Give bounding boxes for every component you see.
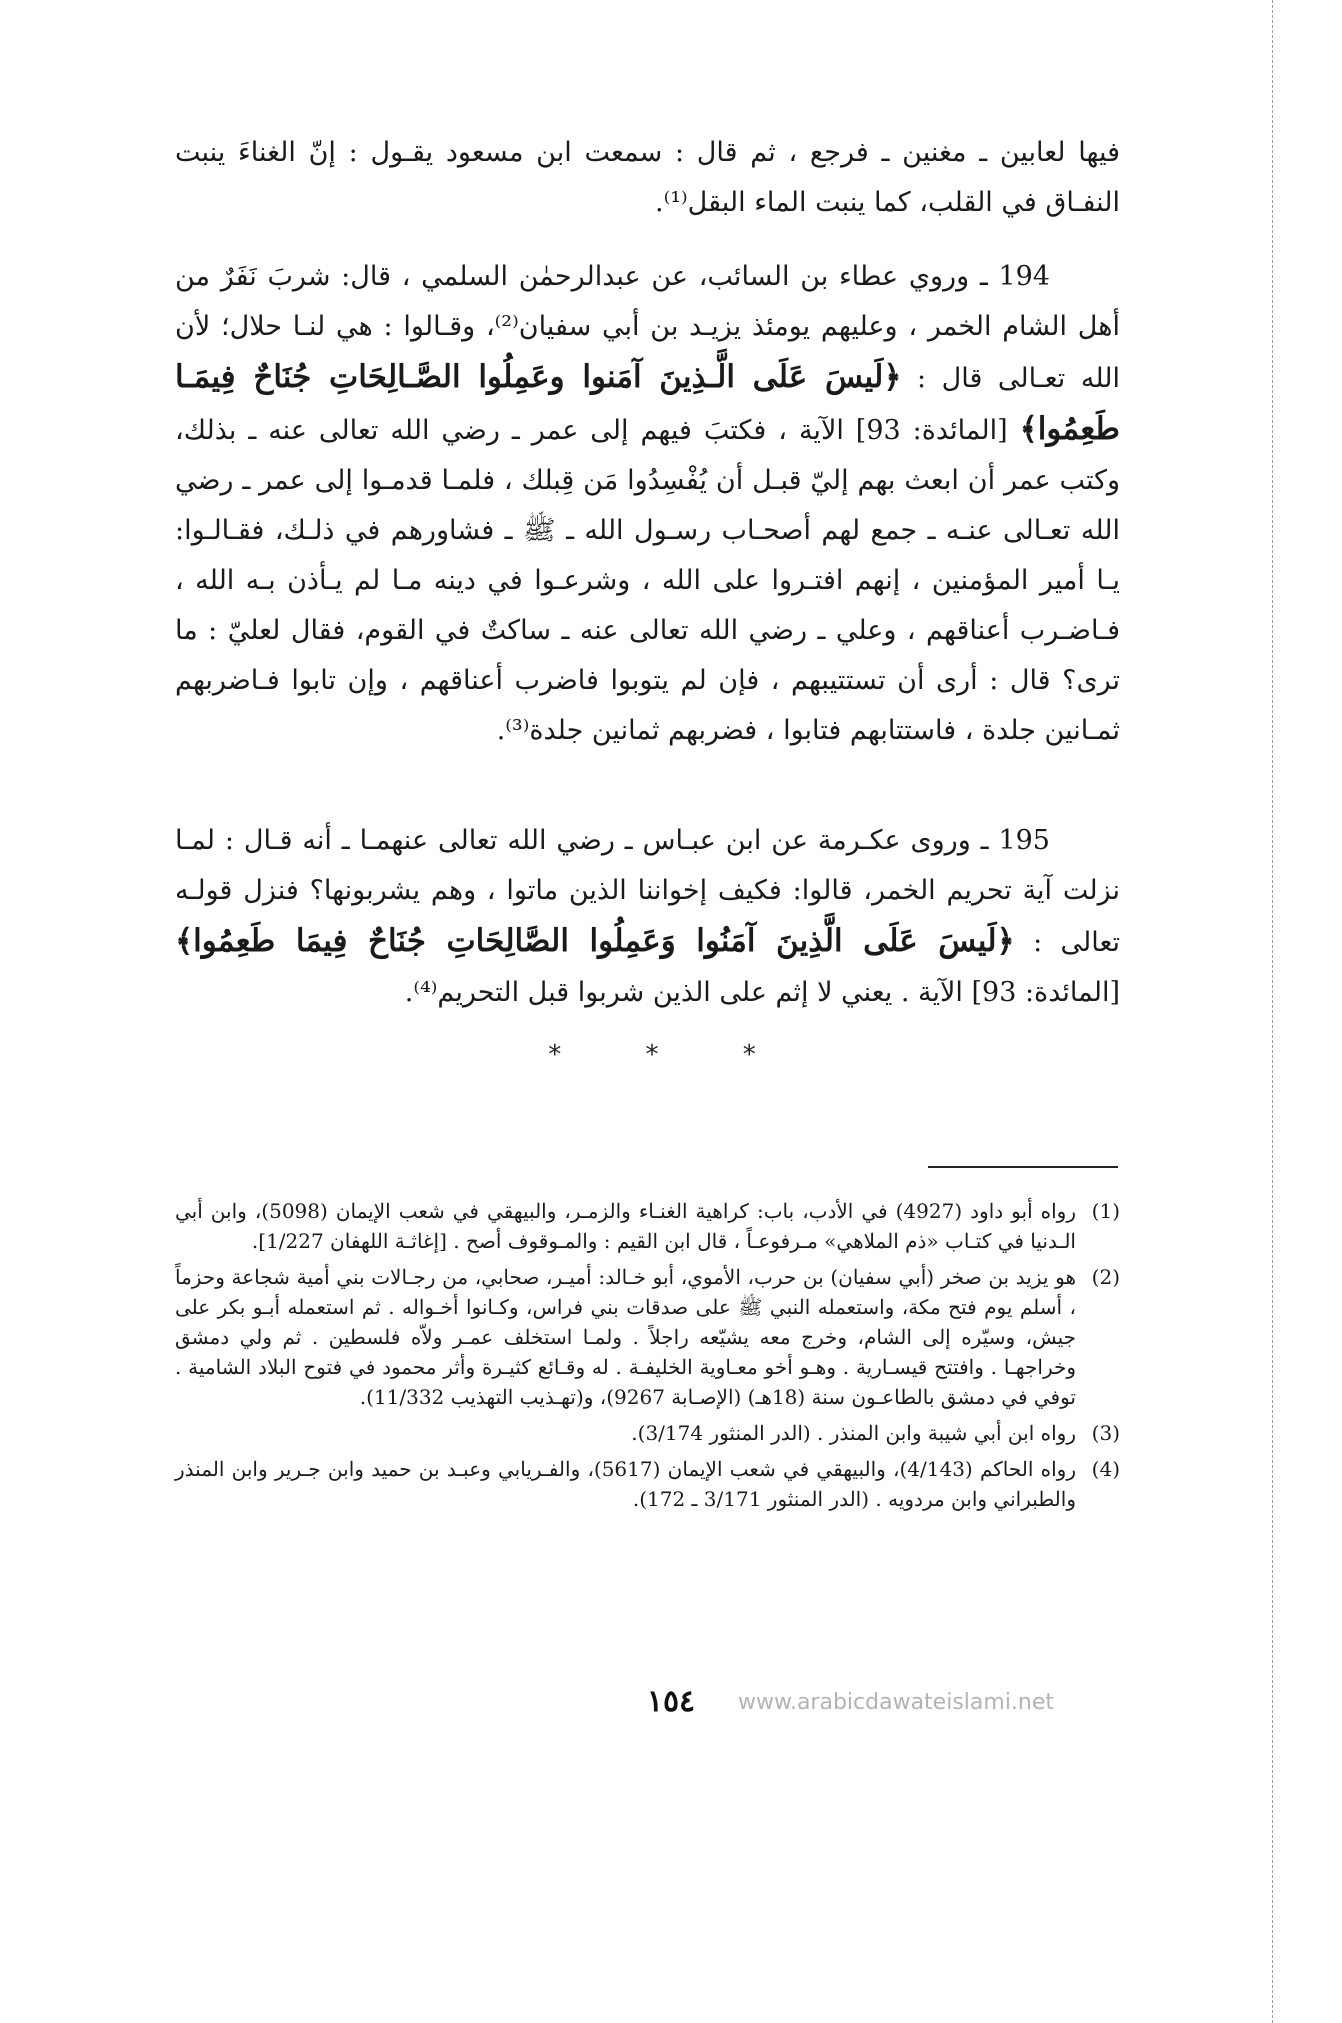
paragraph-text: فيها لعابين ـ مغنين ـ فرجع ، ثم قال : سمعت ابن مسعود يقـول : إنّ الغناءَ ينبت النفـاق في القلب، كما ينبت الماء البقل⁽¹⁾.: [175, 137, 1120, 218]
section-separator: * * *: [548, 1040, 794, 1070]
footnote-divider: [928, 1166, 1118, 1168]
paragraph-intro: 195 ـ وروى عكـرمة عن ابن عبـاس ـ رضي الله تعالى عنهمـا ـ أنه قـال : لمـا نزلت آية تحريم الخمر، قالوا: فكيف إخواننا الذين ماتوا ، وهم يشربونها؟ فنزل قولـه تعالى :: [175, 825, 1120, 958]
paragraph-intro: 194 ـ وروي عطاء بن السائب، عن عبدالرحمٰن السلمي ، قال: شربَ نَفَرٌ من أهل الشام الخمر ، وعليهم يومئذ يزيـد بن أبي سفيان⁽²⁾، وقـالوا : هي لنـا حلال؛ لأن الله تعـالى قال :: [175, 261, 1120, 394]
watermark-url: www.arabicdawateislami.net: [738, 1690, 1055, 1715]
paragraph-rest: [المائدة: 93] الآية ، فكتبَ فيهم إلى عمر ـ رضي الله تعالى عنه ـ بذلك، وكتب عمر أن ابعث بهم إليّ قبـل أن يُفْسِدُوا مَن قِبلك ، فلمـا قدمـوا إلى عمر ـ رضي الله تعـالى عنـه ـ جمع لهم أصحـاب رسـول الله ـ ﷺ ـ فشاورهم في ذلـك، فقـالـوا: يـا أمير المؤمنين ، إنهم افتـروا على الله ، وشرعـوا في دينه مـا لم يـأذن بـه الله ، فـاضـرب أعناقهم ، وعلي ـ رضي الله تعالى عنه ـ ساكتٌ في القوم، فقال لعليّ : ما ترى؟ قال : أرى أن تستتيبهم ، فإن لم يتوبوا فاضرب أعناقهم ، وإن تابوا فـاضربهم ثمـانين جلدة ، فاستتابهم فتابوا ، فضربهم ثمانين جلدة⁽³⁾.: [175, 415, 1120, 746]
footnote-item: [175, 1454, 1120, 1514]
paragraph-195: [175, 816, 1120, 1018]
footnote-number: (1): [1091, 1199, 1120, 1223]
paragraph-body: [175, 816, 1120, 1018]
quran-verse: ﴿لَيسَ عَلَى الَّـذِينَ آمَنوا وعَمِلُوا الصَّـالِحَاتِ جُنَاحٌ فِيمَـا طَعِمُوا﴾: [175, 359, 1120, 447]
footnote-item: [175, 1418, 1120, 1448]
footnote-text: رواه ابن أبي شيبة وابن المنذر . (الدر المنثور 3/174).: [631, 1421, 1076, 1445]
paragraph-194: [175, 252, 1120, 756]
footnotes-section: [175, 1196, 1120, 1520]
paragraph-body: [175, 252, 1120, 756]
footnote-text: رواه الحاكم (4/143)، والبيهقي في شعب الإيمان (5617)، والفـريابي وعبـد بن حميد وابن جـرير وابن المنذر والطبراني وابن مردويه . (الدر المنثور 3/171 ـ 172).: [175, 1457, 1076, 1511]
paragraph-rest: [المائدة: 93] الآية . يعني لا إثم على الذين شربوا قبل التحريم⁽⁴⁾.: [404, 977, 1120, 1008]
footnote-number: (4): [1091, 1457, 1120, 1481]
footnote-number: (2): [1091, 1265, 1120, 1289]
page-number: ١٥٤: [646, 1684, 696, 1719]
footnote-text: هو يزيد بن صخر (أبي سفيان) بن حرب، الأموي، أبو خـالد: أميـر، صحابي، من رجـالات بني أمية شجاعة وحزماً ، أسلم يوم فتح مكة، واستعمله النبي ﷺ على صدقات بني فراس، وكـانوا أخـواله . ثم استعمله أبـو بكر على جيش، وسيّره إلى الشام، وخرج معه يشيّعه راجلاً . ولمـا استخلف عمـر ولاّه فلسطين . ثم ولي دمشق وخراجهـا . وافتتح قيسـارية . وهـو أخو معـاوية الخليفـة . له وقـائع كثيـرة وأثر محمود في فتوح البلاد الشامية . توفي في دمشق بالطاعـون سنة (18هـ) (الإصـابة 9267)، و(تهـذيب التهذيب 11/332).: [175, 1265, 1076, 1409]
quran-verse: ﴿لَيسَ عَلَى الَّذِينَ آمَنُوا وَعَمِلُوا الصَّالِحَاتِ جُنَاحٌ فِيمَا طَعِمُوا﴾: [175, 923, 1015, 959]
footnote-item: [175, 1262, 1120, 1412]
scan-edge-line: [1272, 0, 1273, 2023]
paragraph-continuation: [175, 128, 1120, 228]
footnote-item: [175, 1196, 1120, 1256]
footnote-text: رواه أبو داود (4927) في الأدب، باب: كراهية الغنـاء والزمـر، والبيهقي في شعب الإيمان (5098)، وابن أبي الـدنيا في كتـاب «ذم الملاهي» مـرفوعـاً ، قال ابن القيم : والمـوقوف أصح . [إغاثـة اللهفان 1/227].: [175, 1199, 1076, 1253]
footnote-number: (3): [1091, 1421, 1120, 1445]
